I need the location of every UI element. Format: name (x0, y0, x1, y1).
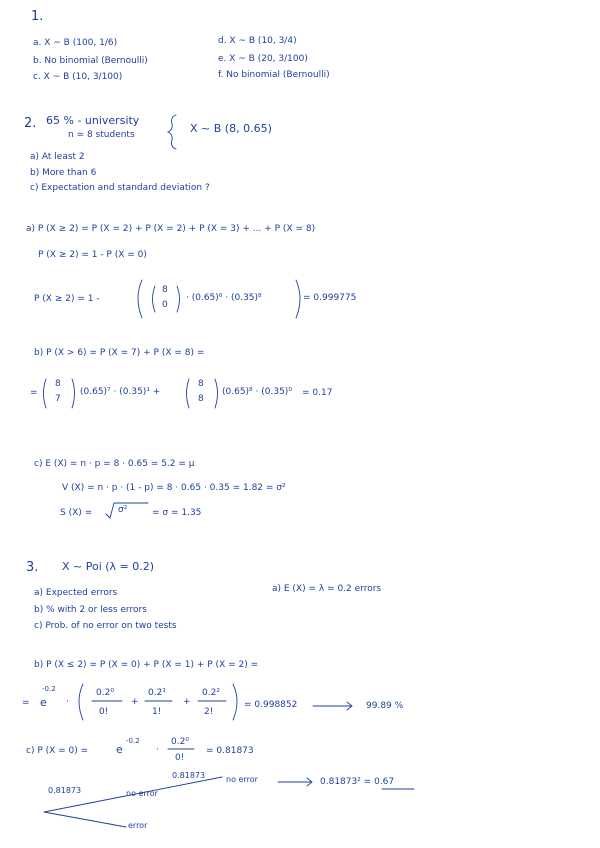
s3-b-percent: 99.89 % (366, 701, 404, 711)
s1-item-e: e. X ~ B (20, 3/100) (218, 54, 308, 64)
b-binom1-right (72, 379, 75, 408)
s1-item-b: b. No binomial (Bernoulli) (33, 56, 148, 66)
poi-paren-left (79, 684, 83, 720)
s2-b-result: = 0.17 (302, 388, 333, 398)
s3-question-b: b) % with 2 or less errors (34, 605, 147, 615)
s3-dist: X ~ Poi (λ = 0.2) (62, 560, 155, 573)
s2-a-binom-top: 8 (162, 285, 168, 295)
s3-b-exp: -0.2 (42, 685, 56, 693)
tree-bottom-label: error (128, 821, 148, 830)
s3-b-dot: · (66, 697, 69, 707)
s2-a-line1: a) P (X ≥ 2) = P (X = 2) + P (X = 2) + P (X = 3) + ... + P (X = 8) (26, 224, 316, 234)
s1-item-d: d. X ~ B (10, 3/4) (218, 36, 297, 46)
s3-b-e: e (40, 696, 47, 709)
s2-b-binom2-top: 8 (198, 379, 204, 389)
s3-b-frac2-den: 1! (152, 707, 162, 717)
tree-left-value: 0.81873 (48, 786, 82, 795)
s2-line1: 65 % - university (46, 114, 140, 127)
s2-b-eq: = (30, 388, 38, 398)
s3-c-dot: · (156, 745, 159, 755)
section-1-number: 1. (31, 9, 44, 24)
b-binom1-left (44, 379, 47, 408)
s3-b-line1: b) P (X ≤ 2) = P (X = 0) + P (X = 1) + P (X = 2) = (34, 660, 259, 670)
s3-b-frac1-num: 0.2⁰ (96, 688, 114, 698)
s1-item-a: a. X ~ B (100, 1/6) (33, 38, 118, 48)
tree-mid-label: no error (126, 789, 158, 798)
section-3-number: 3. (26, 560, 39, 575)
s1-item-f: f. No binomial (Bernoulli) (218, 70, 330, 80)
s2-b-binom1-bottom: 7 (55, 394, 61, 404)
s3-c-e: e (116, 743, 123, 756)
s2-c-line1: c) E (X) = n · p = 8 · 0.65 = 5.2 = μ (34, 459, 195, 469)
s3-c-frac-num: 0.2⁰ (171, 737, 189, 747)
s1-item-c: c. X ~ B (10, 3/100) (33, 72, 123, 82)
s2-dist: X ~ B (8, 0.65) (190, 122, 272, 135)
binom-paren-left (153, 286, 156, 312)
s2-b-binom1-top: 8 (55, 379, 61, 389)
s3-b-plus1: + (131, 697, 139, 707)
s2-b-term2: (0.65)⁸ · (0.35)⁰ (222, 387, 292, 397)
s3-b-result: = 0.998852 (244, 700, 298, 710)
paren-right (296, 280, 300, 318)
s3-b-eq: = (22, 698, 30, 708)
b-binom2-right (215, 379, 218, 408)
s3-b-frac3-den: 2! (204, 707, 214, 717)
s2-a-binom-bottom: 0 (162, 300, 168, 310)
binom-paren-right (177, 286, 180, 312)
tree-result: 0.81873² = 0.67 (320, 777, 395, 787)
s3-c-result: = 0.81873 (206, 746, 254, 756)
s2-question-b: b) More than 6 (30, 168, 97, 178)
b-binom2-left (187, 379, 190, 408)
s3-question-c: c) Prob. of no error on two tests (34, 621, 177, 631)
s2-c-root: σ² (118, 505, 128, 515)
s3-question-a: a) Expected errors (34, 588, 118, 598)
curly-brace (168, 115, 176, 149)
tree-top-label: no error (226, 775, 258, 784)
s3-b-frac3-num: 0.2² (202, 688, 220, 698)
s2-b-binom2-bottom: 8 (198, 394, 204, 404)
s2-a-line2: P (X ≥ 2) = 1 - P (X = 0) (38, 250, 147, 260)
tree-top-value: 0.81873 (172, 771, 206, 780)
s2-a-line3-mid: · (0.65)⁰ · (0.35)⁸ (186, 293, 262, 303)
poi-paren-right (233, 684, 237, 720)
s3-b-plus2: + (183, 697, 191, 707)
s2-c-line3-left: S (X) = (60, 508, 93, 518)
s3-b-frac2-num: 0.2¹ (148, 688, 166, 698)
s2-c-line2: V (X) = n · p · (1 - p) = 8 · 0.65 · 0.35 = 1.82 = σ² (62, 483, 286, 493)
s2-line2: n = 8 students (68, 130, 135, 140)
section-2-number: 2. (24, 116, 37, 131)
s2-question-c: c) Expectation and standard deviation ? (30, 183, 210, 193)
s3-c-line-left: c) P (X = 0) = (26, 746, 89, 756)
s2-b-line1: b) P (X > 6) = P (X = 7) + P (X = 8) = (34, 348, 205, 358)
s3-b-frac1-den: 0! (99, 707, 109, 717)
s2-b-term1: (0.65)⁷ · (0.35)¹ + (80, 387, 161, 397)
paren-left (138, 280, 142, 318)
s3-c-exp: -0.2 (126, 737, 140, 745)
s2-a-line3-left: P (X ≥ 2) = 1 - (34, 294, 100, 304)
s2-c-line3-right: = σ = 1.35 (152, 508, 202, 518)
s3-a-answer: a) E (X) = λ = 0.2 errors (272, 584, 382, 594)
s3-c-frac-den: 0! (175, 753, 185, 763)
tree-branch-bottom (44, 812, 126, 827)
s2-question-a: a) At least 2 (30, 152, 85, 162)
s2-a-result: = 0.999775 (303, 293, 357, 303)
